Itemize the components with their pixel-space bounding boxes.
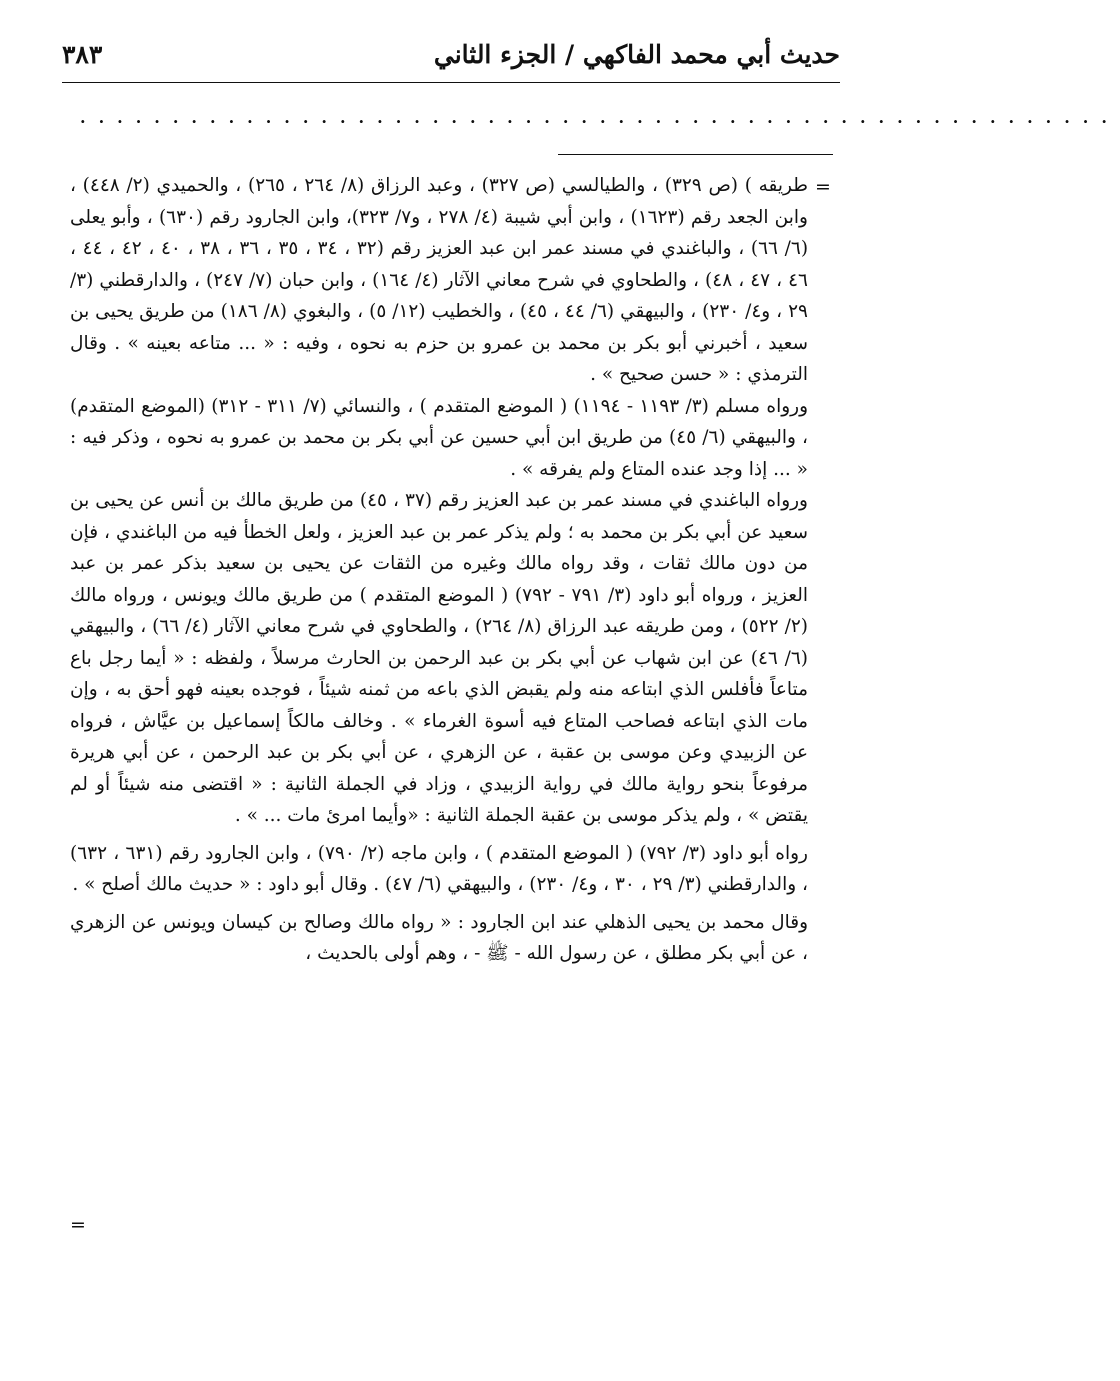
continuation-mark-bottom: =: [70, 1214, 86, 1236]
footnote-paragraph-1: طريقه ) (ص ٣٢٩) ، والطيالسي (ص ٣٢٧) ، وعبد الرزاق (٨/ ٢٦٤ ، ٢٦٥) ، والحميدي (٢/ ٤٤٨) ، وابن الجعد رقم (١٦٢٣) ، وابن أبي شيبة (٤/ ٢٧٨ ، و٧/ ٣٢٣)، وابن الجارود رقم (٦٣٠) ، وأبو يعلى (٦/ ٦٦) ، والباغندي في مسند عمر ابن عبد العزيز رقم (٣٢ ، ٣٤ ، ٣٥ ، ٣٦ ، ٣٨ ، ٤٠ ، ٤٢ ، ٤٤ ، ٤٦ ، ٤٧ ، ٤٨) ، والطحاوي في شرح معاني الآثار (٤/ ١٦٤) ، وابن حبان (٧/ ٢٤٧) ، والدارقطني (٣/ ٢٩ ، و٤/ ٢٣٠) ، والبيهقي (٦/ ٤٤ ، ٤٥) ، والخطيب (١٢/ ٥) ، والبغوي (٨/ ١٨٦) من طريق يحيى بن سعيد ، أخبرني أبو بكر بن محمد بن عمرو بن حزم به نحوه ، وفيه : « ... متاعه بعينه » . وقال الترمذي : « حسن صحيح » .: [70, 175, 809, 385]
footnote-paragraph-4: رواه أبو داود (٣/ ٧٩٢) ( الموضع المتقدم ) ، وابن ماجه (٢/ ٧٩٠) ، وابن الجارود رقم (٦٣١ ، ٦٣٢) ، والدارقطني (٣/ ٢٩ ، ٣٠ ، و٤/ ٢٣٠) ، والبيهقي (٦/ ٤٧) . وقال أبو داود : « حديث مالك أصلح » .: [70, 842, 808, 895]
footnote-paragraph-5: وقال محمد بن يحيى الذهلي عند ابن الجارود : « رواه مالك وصالح بن كيسان ويونس عن الزهري ، عن أبي بكر مطلق ، عن رسول الله - ﷺ - ، وهم أولى بالحديث ،: [70, 911, 808, 964]
footnote-paragraph-2: ورواه مسلم (٣/ ١١٩٣ - ١١٩٤) ( الموضع المتقدم ) ، والنسائي (٧/ ٣١١ - ٣١٢) (الموضع المتقدم) ، والبيهقي (٦/ ٤٥) من طريق ابن أبي حسين عن أبي بكر بن محمد بن عمرو به نحوه ، وذكر فيه : « ... إذا وجد عنده المتاع ولم يفرقه » .: [70, 395, 809, 480]
running-header: [62, 40, 840, 80]
footnote-paragraph-3: ورواه الباغندي في مسند عمر بن عبد العزيز رقم (٣٧ ، ٤٥) من طريق مالك بن أنس عن يحيى بن سعيد عن أبي بكر بن محمد به ؛ ولم يذكر عمر بن عبد العزيز ، ولعل الخطأ فيه من الباغندي ، فإن من دون مالك ثقات ، وقد رواه مالك وغيره من الثقات عن يحيى بن سعيد بذكر عمر بن عبد العزيز ، ورواه أبو داود (٣/ ٧٩١ - ٧٩٢) ( الموضع المتقدم ) من طريق مالك ويونس ، ورواه مالك (٢/ ٥٢٢) ، ومن طريقه عبد الرزاق (٨/ ٢٦٤) ، والطحاوي في شرح معاني الآثار (٤/ ٦٦) ، والبيهقي (٦/ ٤٦) عن ابن شهاب عن أبي بكر بن عبد الرحمن بن الحارث مرسلاً ، ولفظه : « أيما رجل باع متاعاً فأفلس الذي ابتاعه منه ولم يقبض الذي باعه من ثمنه شيئاً ، فوجده بعينه فهو أحق به ، وإن مات الذي ابتاعه فصاحب المتاع فيه أسوة الغرماء » . وخالف مالكاً إسماعيل بن عيَّاش ، فرواه عن الزبيدي وعن موسى بن عقبة ، عن الزهري ، عن أبي بكر بن عبد الرحمن ، عن أبي هريرة مرفوعاً بنحو رواية مالك في رواية الزبيدي ، وزاد في الجملة الثانية : « اقتضى منه شيئاً أو لم يقتض » ، ولم يذكر موسى بن عقبة الجملة الثانية : «وأيما امرئ مات ... » .: [70, 490, 809, 826]
continuation-mark-top: =: [815, 176, 831, 198]
running-title: حديث أبي محمد الفاكهي / الجزء الثاني: [433, 40, 840, 69]
page-number: ٣٨٣: [62, 40, 103, 69]
header-rule: [62, 82, 840, 83]
footnote-text: [70, 170, 808, 970]
dotted-separator: ........................................................: [80, 108, 1120, 127]
footnote-rule: [558, 154, 833, 155]
